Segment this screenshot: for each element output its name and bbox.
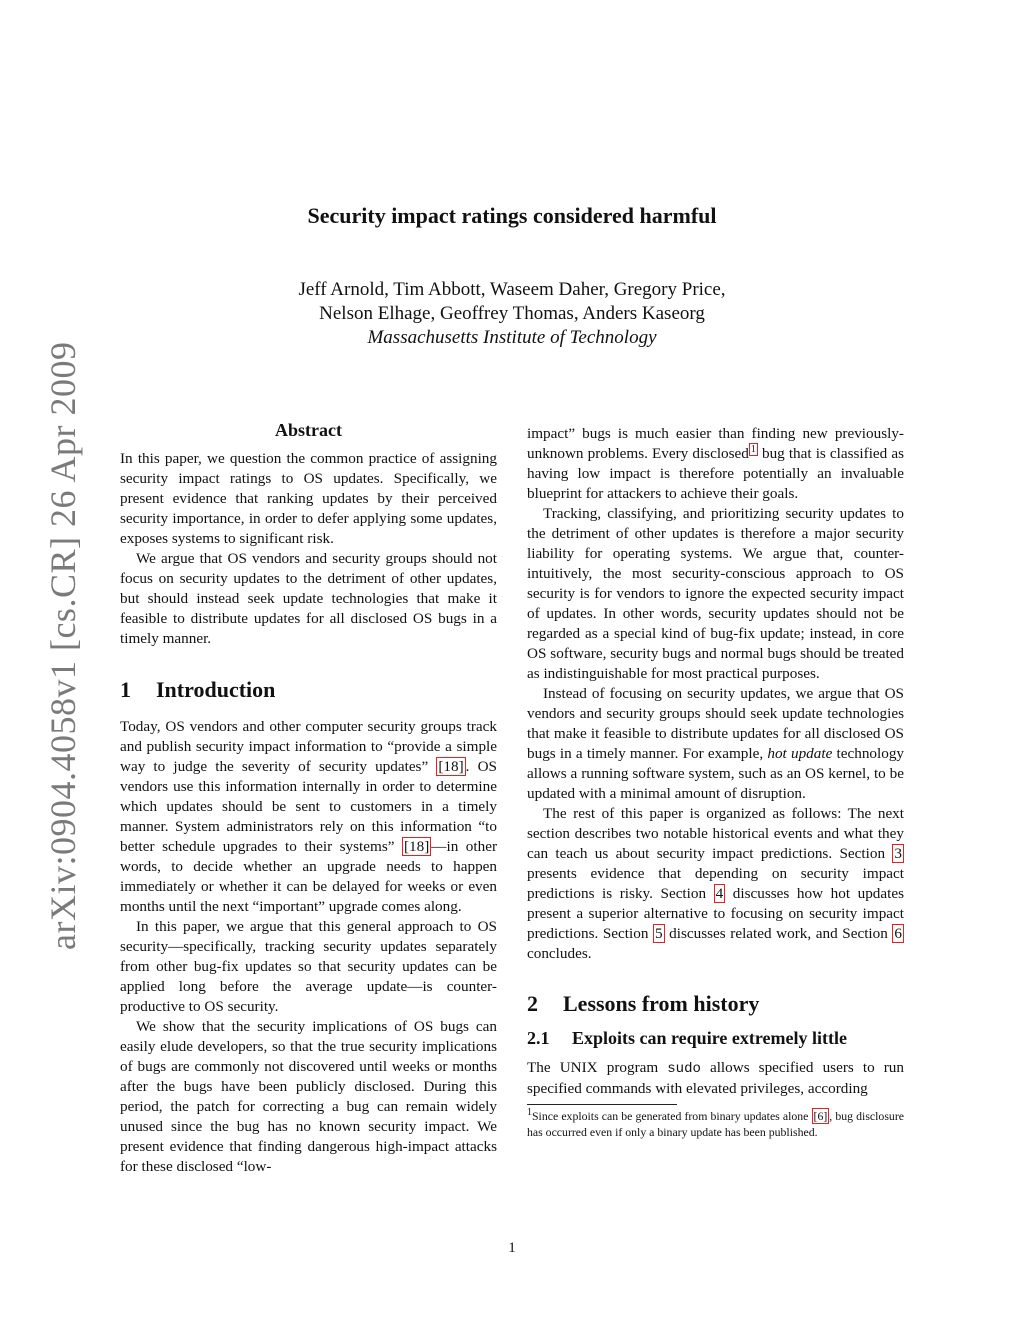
footnote-rule [527,1104,677,1105]
intro-p1-text-c: —in other words, to decide whether an upgrade needs to happen immediately or whether it can be delayed for weeks or even months until the next “important” upgrade comes along. [120,838,497,915]
sudo-code: sudo [667,1061,701,1077]
arxiv-identifier: arXiv:0904.4058v1 [cs.CR] 26 Apr 2009 [43,341,83,950]
section-1-heading [120,677,497,702]
intro-p1-text-a: Today, OS vendors and other computer security groups track and publish security impact information to “provide a simple way to judge the severity of security updates” [120,718,497,775]
page-number: 1 [508,1240,516,1256]
section-link[interactable]: 5 [655,925,663,942]
intro-p6-text-a: The rest of this paper is organized as follows: The next section describes two notable historical events and what they can teach us about security impact predictions. Section [527,805,904,862]
intro-paragraph-1 [120,717,497,917]
s21-text-a: The UNIX program [527,1059,668,1076]
subsection-2-1-title: Exploits can require extremely little [572,1028,847,1048]
left-column [120,420,497,1177]
abstract-paragraph-1: In this paper, we question the common practice of assigning security impact ratings to OS updates. Specifically, we present evidence that ranking updates by their perceived security importance, in order to defer applying some updates, exposes systems to significant risk. [120,450,497,547]
author-block [0,278,1024,350]
right-column [527,424,904,1140]
section-link[interactable]: 6 [894,925,902,942]
section-link[interactable]: 4 [715,885,724,902]
section-2-title: Lessons from history [563,991,760,1016]
citation-link[interactable]: [18] [438,758,464,775]
section-2-heading [527,991,904,1016]
intro-p1-text-b: . OS vendors use this information internally in order to determine which updates should be sent to customers in a timely manner. System administrators rely on this information “to better schedule upgrades to their systems” [120,758,497,855]
intro-p5-text-a: Instead of focusing on security updates, we argue that OS vendors and security groups should seek update technologies that make it feasible to distribute updates for all disclosed OS bugs in a timely manner. For example, [527,685,904,762]
subsection-2-1-heading [527,1028,904,1048]
footnote-text-b: , bug disclosure has occurred even if only a binary update has been published. [527,1109,904,1139]
intro-paragraph-3-continued [527,424,904,504]
abstract-heading: Abstract [275,420,342,440]
intro-p6-text-b: presents evidence that depending on security impact predictions is risky. Section [527,865,904,902]
footnote-number: 1 [527,1107,532,1119]
author-line-2: Nelson Elhage, Geoffrey Thomas, Anders Kaseorg [319,303,705,324]
intro-paragraph-4: Tracking, classifying, and prioritizing security updates to the detriment of other updates is therefore a major security liability for operating systems. We argue that, counter-intuitively, the most security-conscious approach to OS security is for vendors to ignore the expected security impact of updates. In other words, security updates should not be regarded as a special kind of bug-fix update; instead, in core OS software, security bugs and normal bugs should be treated as indistinguishable for most practical purposes. [527,505,904,682]
arxiv-side-stamp [12,341,83,960]
footnote-1 [527,1108,904,1140]
section-1-number: 1 [120,677,131,702]
intro-p6-text-e: concludes. [527,945,592,962]
affiliation: Massachusetts Institute of Technology [367,327,657,348]
s21-text-b: allows specified users to run specified commands with elevated privileges, according [527,1059,904,1097]
intro-paragraph-2: In this paper, we argue that this general approach to OS security—specifically, tracking security updates separately from other bug-fix updates so that security updates can be applied long before the average update—is counter-productive to OS security. [120,918,497,1015]
footnote-marker-link[interactable]: 1 [750,443,756,455]
section-2-number: 2 [527,991,538,1016]
subsection-2-1-number: 2.1 [527,1028,550,1048]
citation-link[interactable]: [6] [813,1109,828,1123]
author-line-1: Jeff Arnold, Tim Abbott, Waseem Daher, Gregory Price, [298,279,726,300]
abstract-paragraph-2: We argue that OS vendors and security groups should not focus on security updates to the detriment of other updates, but should instead seek update technologies that make it feasible to distribute updates for all disclosed OS bugs in a timely manner. [120,550,497,647]
intro-paragraph-6 [527,804,904,964]
intro-p6-text-c: discusses how hot updates present a superior alternative to focusing on security impact predictions. Section [527,885,904,942]
hot-update-term: hot update [767,745,833,762]
footnote-text-a: Since exploits can be generated from binary updates alone [532,1109,812,1123]
paper-title: Security impact ratings considered harmful [307,203,717,228]
intro-paragraph-3: We show that the security implications of OS bugs can easily elude developers, so that the true security implications of bugs are commonly not discovered until weeks or months after the bugs have been publicly disclosed. During this period, the patch for correcting a bug can remain widely unused since the bug has no known security impact. We present evidence that finding dangerous high-impact attacks for these disclosed “low- [120,1018,497,1175]
intro-p3-cont-text-b: bug that is classified as having low impact is therefore potentially an invaluable blueprint for attackers to achieve their goals. [527,445,904,502]
section-link[interactable]: 3 [894,845,902,862]
intro-p3-cont-text-a: impact” bugs is much easier than finding new previously-unknown problems. Every disclosed [527,425,904,462]
section-2-1-paragraph-1 [527,1058,904,1099]
intro-p5-text-b: technology allows a running software system, such as an OS kernel, to be updated with a minimal amount of disruption. [527,745,905,802]
citation-link[interactable]: [18] [403,838,430,855]
section-1-title: Introduction [156,677,276,702]
intro-paragraph-5 [527,684,904,804]
intro-p6-text-d: discusses related work, and Section [664,925,893,942]
